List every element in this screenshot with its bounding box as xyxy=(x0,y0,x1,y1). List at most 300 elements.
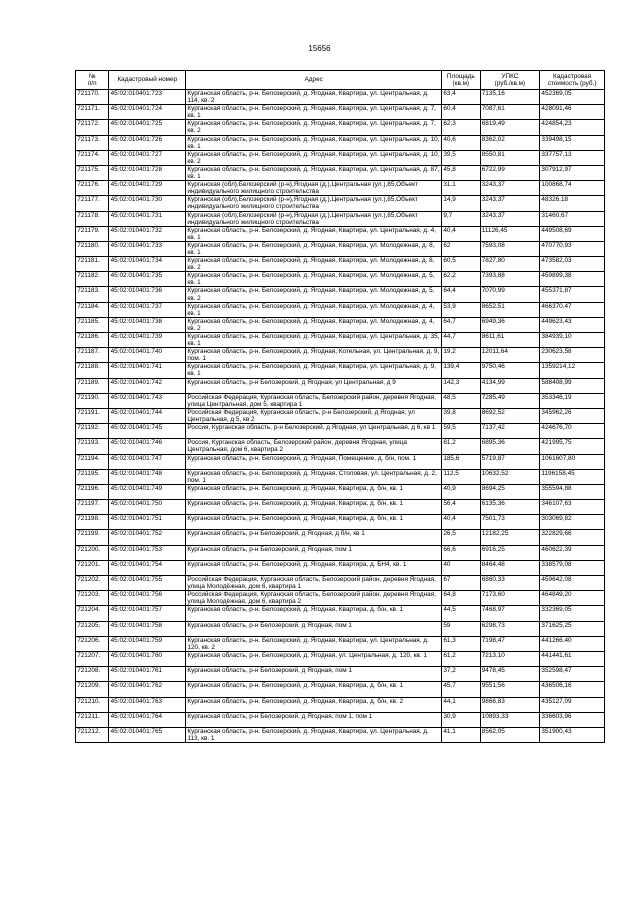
table-row xyxy=(76,333,605,348)
area-cell: 61,3 xyxy=(442,636,480,651)
address-cell: Курганская область, р-н. Белозерский, д. Ягодная, Квартира, ул. Центральная, д. 9, кв. 1 xyxy=(186,363,442,378)
row-number-cell: 721202. xyxy=(76,576,109,591)
upks-cell: 8652,51 xyxy=(480,302,540,317)
cadastral-number-cell: 45:02:010401:765 xyxy=(109,727,186,742)
cadastral-cost-cell: 332369,05 xyxy=(540,606,605,621)
cadastral-cost-cell: 460622,39 xyxy=(540,545,605,560)
cadastral-number-cell: 45:02:010401:746 xyxy=(109,439,186,454)
address-cell: Курганская область, р-н. Белозерский, д. Ягодная, Квартира, д. б/н, кв. 1 xyxy=(186,484,442,499)
address-cell: Российская Федерация, Курганская область, р-н Белозерский, д Ягодная, ул Центральная, д 5, кв 2 xyxy=(186,408,442,423)
cadastral-cost-cell: 421995,75 xyxy=(540,439,605,454)
address-cell: Курганская область, р-н Белозерский, д Ягодная, пом 1 xyxy=(186,545,442,560)
row-number-cell: 721197. xyxy=(76,500,109,515)
cadastral-number-cell: 45:02:010401:753 xyxy=(109,545,186,560)
area-cell: 59,5 xyxy=(442,424,480,439)
address-cell: Курганская область, р-н Белозерский, д Ягодная, пом 1 xyxy=(186,621,442,636)
address-cell: Курганская (обл),Белозерский (р-н),Ягодная (д.),Центральная (ул.),85,Объект индивидуального жилищного строительства xyxy=(186,181,442,196)
table-row xyxy=(76,697,605,712)
cadastral-number-cell: 45:02:010401:744 xyxy=(109,408,186,423)
cadastral-cost-cell: 455371,87 xyxy=(540,287,605,302)
cadastral-cost-cell: 352598,47 xyxy=(540,667,605,682)
area-cell: 31,1 xyxy=(442,181,480,196)
table-row xyxy=(76,105,605,120)
upks-cell: 7468,97 xyxy=(480,606,540,621)
cadastral-cost-cell: 384939,10 xyxy=(540,333,605,348)
cadastral-cost-cell: 435127,09 xyxy=(540,697,605,712)
row-number-cell: 721176. xyxy=(76,181,109,196)
upks-cell: 7173,60 xyxy=(480,591,540,606)
row-number-cell: 721179. xyxy=(76,226,109,241)
address-cell: Российская Федерация, Курганская область, Белозерский район, деревня Ягодная, улица Молодёжная, дом 6, квартира 2 xyxy=(186,591,442,606)
area-cell: 61,2 xyxy=(442,439,480,454)
row-number-cell: 721201. xyxy=(76,560,109,575)
table-row xyxy=(76,408,605,423)
cadastral-cost-cell: 1359214,12 xyxy=(540,363,605,378)
upks-cell: 6819,49 xyxy=(480,120,540,135)
row-number-cell: 721177. xyxy=(76,196,109,211)
table-row xyxy=(76,621,605,636)
address-cell: Курганская область, р-н. Белозерский, д. Ягодная, Квартира, д. б/н, кв. 2 xyxy=(186,697,442,712)
address-cell: Курганская область, р-н. Белозерский, д. Ягодная, Квартира, ул. Центральная, д. 10, кв. 1 xyxy=(186,135,442,150)
area-cell: 112,5 xyxy=(442,469,480,484)
cadastral-cost-cell: 338579,08 xyxy=(540,560,605,575)
row-number-cell: 721174. xyxy=(76,150,109,165)
cadastral-number-cell: 45:02:010401:728 xyxy=(109,165,186,180)
cadastral-cost-cell: 345962,26 xyxy=(540,408,605,423)
row-number-cell: 721171. xyxy=(76,105,109,120)
cadastral-cost-cell: 441441,61 xyxy=(540,651,605,666)
upks-cell: 5719,87 xyxy=(480,454,540,469)
address-cell: Курганская область, р-н. Белозерский, д. Ягодная, Квартира, ул. Центральная, д. 7, кв. 1 xyxy=(186,105,442,120)
header-area: Площадь (кв.м) xyxy=(442,71,480,90)
upks-cell: 7198,47 xyxy=(480,636,540,651)
row-number-cell: 721212. xyxy=(76,727,109,742)
area-cell: 44,5 xyxy=(442,606,480,621)
cadastral-cost-cell: 353346,19 xyxy=(540,393,605,408)
table-row xyxy=(76,560,605,575)
area-cell: 48,5 xyxy=(442,393,480,408)
address-cell: Российская Федерация, Курганская область, Белозерский район, деревня Ягодная, улица Молодёжная, дом 6, квартира 1 xyxy=(186,576,442,591)
row-number-cell: 721172. xyxy=(76,120,109,135)
area-cell: 39,5 xyxy=(442,150,480,165)
table-row xyxy=(76,393,605,408)
cadastral-cost-cell: 424854,23 xyxy=(540,120,605,135)
table-row xyxy=(76,712,605,727)
row-number-cell: 721193. xyxy=(76,439,109,454)
cadastral-cost-cell: 470770,93 xyxy=(540,241,605,256)
row-number-cell: 721190. xyxy=(76,393,109,408)
area-cell: 53,9 xyxy=(442,302,480,317)
address-cell: Курганская область, р-н. Белозерский, д. Ягодная, Квартира, ул. Молодежная, д. 5, кв. 2 xyxy=(186,287,442,302)
address-cell: Курганская область, р-н. Белозерский, д. Ягодная, Квартира, ул. Центральная, д. 113, кв. 1 xyxy=(186,727,442,742)
table-row xyxy=(76,272,605,287)
row-number-cell: 721188. xyxy=(76,363,109,378)
address-cell: Курганская область, р-н Белозерский, д Ягодная, д б/н, кв 1 xyxy=(186,530,442,545)
table-row xyxy=(76,651,605,666)
cadastral-number-cell: 45:02:010401:734 xyxy=(109,257,186,272)
cadastral-number-cell: 45:02:010401:751 xyxy=(109,515,186,530)
area-cell: 9,7 xyxy=(442,211,480,226)
row-number-cell: 721184. xyxy=(76,302,109,317)
area-cell: 40,4 xyxy=(442,515,480,530)
upks-cell: 7213,10 xyxy=(480,651,540,666)
cadastral-number-cell: 45:02:010401:737 xyxy=(109,302,186,317)
upks-cell: 7285,49 xyxy=(480,393,540,408)
upks-cell: 8562,05 xyxy=(480,727,540,742)
cadastral-number-cell: 45:02:010401:748 xyxy=(109,469,186,484)
header-cadastral-number: Кадастровый номер xyxy=(109,71,186,90)
table-row xyxy=(76,363,605,378)
address-cell: Курганская область, р-н. Белозерский, д. Ягодная, Квартира, д. б/н, кв. 1 xyxy=(186,515,442,530)
cadastral-cost-cell: 371625,25 xyxy=(540,621,605,636)
address-cell: Курганская область, р-н. Белозерский, д. Ягодная, Котельная, ул. Центральная, д. 9, пом. 1 xyxy=(186,348,442,363)
cadastral-number-cell: 45:02:010401:763 xyxy=(109,697,186,712)
table-row xyxy=(76,348,605,363)
row-number-cell: 721206. xyxy=(76,636,109,651)
row-number-cell: 721189. xyxy=(76,378,109,393)
cadastral-number-cell: 45:02:010401:729 xyxy=(109,181,186,196)
table-row xyxy=(76,378,605,393)
cadastral-cost-cell: 449508,69 xyxy=(540,226,605,241)
cadastral-number-cell: 45:02:010401:740 xyxy=(109,348,186,363)
row-number-cell: 721173. xyxy=(76,135,109,150)
table-row xyxy=(76,515,605,530)
address-cell: Курганская область, р-н. Белозерский, д. Ягодная, Квартира, ул. Центральная, д. 10, кв. 2 xyxy=(186,150,442,165)
address-cell: Курганская область, р-н. Белозерский, д. Ягодная, ул. Центральная, д. 120, кв. 1 xyxy=(186,651,442,666)
area-cell: 185,6 xyxy=(442,454,480,469)
address-cell: Курганская область, р-н. Белозерский, д. Ягодная, Квартира, ул. Молодежная, д. 5, кв. 1 xyxy=(186,272,442,287)
row-number-cell: 721192. xyxy=(76,424,109,439)
table-row xyxy=(76,636,605,651)
table-row xyxy=(76,196,605,211)
cadastral-number-cell: 45:02:010401:742 xyxy=(109,378,186,393)
table-row xyxy=(76,439,605,454)
area-cell: 64,4 xyxy=(442,287,480,302)
row-number-cell: 721204. xyxy=(76,606,109,621)
cadastral-number-cell: 45:02:010401:760 xyxy=(109,651,186,666)
area-cell: 63,4 xyxy=(442,90,480,105)
row-number-cell: 721205. xyxy=(76,621,109,636)
cadastral-number-cell: 45:02:010401:724 xyxy=(109,105,186,120)
upks-cell: 10632,52 xyxy=(480,469,540,484)
area-cell: 44,7 xyxy=(442,333,480,348)
cadastral-cost-cell: 436506,16 xyxy=(540,682,605,697)
cadastral-number-cell: 45:02:010401:731 xyxy=(109,211,186,226)
upks-cell: 6722,99 xyxy=(480,165,540,180)
row-number-cell: 721195. xyxy=(76,469,109,484)
table-row xyxy=(76,469,605,484)
cadastral-number-cell: 45:02:010401:745 xyxy=(109,424,186,439)
row-number-cell: 721208. xyxy=(76,667,109,682)
area-cell: 64,7 xyxy=(442,317,480,332)
cadastral-cost-cell: 48326,18 xyxy=(540,196,605,211)
address-cell: Курганская область, р-н. Белозерский, д. Ягодная, Квартира, д. б/н, кв. 1 xyxy=(186,606,442,621)
upks-cell: 3243,37 xyxy=(480,211,540,226)
address-cell: Курганская область, р-н. Белозерский, д. Ягодная, Столовая, ул. Центральная, д. 2, пом. 1 xyxy=(186,469,442,484)
upks-cell: 8692,52 xyxy=(480,408,540,423)
table-row xyxy=(76,241,605,256)
cadastral-number-cell: 45:02:010401:726 xyxy=(109,135,186,150)
cadastral-cost-cell: 428091,46 xyxy=(540,105,605,120)
upks-cell: 10893,33 xyxy=(480,712,540,727)
upks-cell: 7827,80 xyxy=(480,257,540,272)
cadastral-table xyxy=(75,70,605,743)
address-cell: Россия, Курганская область, р-н Белозерский, д Ягодная, ул Центральная, д 6, кв 1 xyxy=(186,424,442,439)
upks-cell: 7393,88 xyxy=(480,272,540,287)
upks-cell: 8362,02 xyxy=(480,135,540,150)
area-cell: 142,3 xyxy=(442,378,480,393)
cadastral-number-cell: 45:02:010401:749 xyxy=(109,484,186,499)
row-number-cell: 721211. xyxy=(76,712,109,727)
table-row xyxy=(76,424,605,439)
area-cell: 39,8 xyxy=(442,408,480,423)
row-number-cell: 721175. xyxy=(76,165,109,180)
area-cell: 62 xyxy=(442,241,480,256)
cadastral-cost-cell: 424676,70 xyxy=(540,424,605,439)
table-row xyxy=(76,181,605,196)
cadastral-cost-cell: 339498,15 xyxy=(540,135,605,150)
cadastral-cost-cell: 303069,82 xyxy=(540,515,605,530)
row-number-cell: 721178. xyxy=(76,211,109,226)
upks-cell: 8694,25 xyxy=(480,484,540,499)
row-number-cell: 721199. xyxy=(76,530,109,545)
row-number-cell: 721207. xyxy=(76,651,109,666)
upks-cell: 12011,64 xyxy=(480,348,540,363)
table-row xyxy=(76,135,605,150)
table-row xyxy=(76,500,605,515)
cadastral-number-cell: 45:02:010401:757 xyxy=(109,606,186,621)
cadastral-cost-cell: 588408,99 xyxy=(540,378,605,393)
cadastral-number-cell: 45:02:010401:723 xyxy=(109,90,186,105)
cadastral-cost-cell: 307912,97 xyxy=(540,165,605,180)
upks-cell: 8611,61 xyxy=(480,333,540,348)
area-cell: 26,5 xyxy=(442,530,480,545)
cadastral-number-cell: 45:02:010401:758 xyxy=(109,621,186,636)
upks-cell: 6298,73 xyxy=(480,621,540,636)
area-cell: 37,2 xyxy=(442,667,480,682)
cadastral-cost-cell: 441266,40 xyxy=(540,636,605,651)
table-row xyxy=(76,591,605,606)
cadastral-cost-cell: 336603,96 xyxy=(540,712,605,727)
upks-cell: 11126,45 xyxy=(480,226,540,241)
address-cell: Курганская область, р-н. Белозерский, д. Ягодная, Квартира, ул. Центральная, д. 35, кв. 1 xyxy=(186,333,442,348)
address-cell: Курганская (обл),Белозерский (р-н),Ягодная (д.),Центральная (ул.),85,Объект индивидуального жилищного строительства xyxy=(186,211,442,226)
upks-cell: 12182,25 xyxy=(480,530,540,545)
cadastral-cost-cell: 1061607,80 xyxy=(540,454,605,469)
cadastral-number-cell: 45:02:010401:741 xyxy=(109,363,186,378)
area-cell: 14,9 xyxy=(442,196,480,211)
table-row xyxy=(76,317,605,332)
area-cell: 62,2 xyxy=(442,272,480,287)
row-number-cell: 721170. xyxy=(76,90,109,105)
row-number-cell: 721209. xyxy=(76,682,109,697)
area-cell: 67 xyxy=(442,576,480,591)
address-cell: Курганская область, р-н. Белозерский, д. Ягодная, Квартира, д. БН4, кв. 1 xyxy=(186,560,442,575)
table-row xyxy=(76,165,605,180)
row-number-cell: 721196. xyxy=(76,484,109,499)
table-row xyxy=(76,211,605,226)
row-number-cell: 721187. xyxy=(76,348,109,363)
row-number-cell: 721180. xyxy=(76,241,109,256)
header-cadastral-cost: Кадастровая стоимость (руб.) xyxy=(540,71,605,90)
cadastral-number-cell: 45:02:010401:739 xyxy=(109,333,186,348)
upks-cell: 7501,73 xyxy=(480,515,540,530)
address-cell: Курганская область, р-н. Белозерский, д. Ягодная, Квартира, ул. Центральная, д. 120, кв. 2 xyxy=(186,636,442,651)
area-cell: 61,2 xyxy=(442,651,480,666)
cadastral-cost-cell: 459642,08 xyxy=(540,576,605,591)
cadastral-cost-cell: 1196158,45 xyxy=(540,469,605,484)
upks-cell: 4134,99 xyxy=(480,378,540,393)
upks-cell: 9750,46 xyxy=(480,363,540,378)
area-cell: 40 xyxy=(442,560,480,575)
area-cell: 56,4 xyxy=(442,500,480,515)
cadastral-number-cell: 45:02:010401:756 xyxy=(109,591,186,606)
upks-cell: 7137,42 xyxy=(480,424,540,439)
area-cell: 44,1 xyxy=(442,697,480,712)
cadastral-number-cell: 45:02:010401:738 xyxy=(109,317,186,332)
area-cell: 59 xyxy=(442,621,480,636)
upks-cell: 9478,45 xyxy=(480,667,540,682)
table-row xyxy=(76,454,605,469)
area-cell: 30,9 xyxy=(442,712,480,727)
upks-cell: 8464,48 xyxy=(480,560,540,575)
upks-cell: 6895,36 xyxy=(480,439,540,454)
cadastral-number-cell: 45:02:010401:735 xyxy=(109,272,186,287)
cadastral-cost-cell: 346107,63 xyxy=(540,500,605,515)
cadastral-number-cell: 45:02:010401:764 xyxy=(109,712,186,727)
table-row xyxy=(76,287,605,302)
address-cell: Курганская область, р-н. Белозерский, д. Ягодная, Квартира, ул. Центральная, д. 7, кв. 2 xyxy=(186,120,442,135)
cadastral-cost-cell: 473582,03 xyxy=(540,257,605,272)
header-number: № п/п xyxy=(76,71,109,90)
area-cell: 40,9 xyxy=(442,484,480,499)
cadastral-number-cell: 45:02:010401:732 xyxy=(109,226,186,241)
address-cell: Курганская область, р-н. Белозерский, д. Ягодная, Помещение, д. б/н, пом. 1 xyxy=(186,454,442,469)
row-number-cell: 721186. xyxy=(76,333,109,348)
row-number-cell: 721203. xyxy=(76,591,109,606)
area-cell: 60,4 xyxy=(442,105,480,120)
row-number-cell: 721191. xyxy=(76,408,109,423)
address-cell: Курганская область, р-н. Белозерский, д. Ягодная, Квартира, д. б/н, кв. 1 xyxy=(186,682,442,697)
upks-cell: 9866,83 xyxy=(480,697,540,712)
table-row xyxy=(76,150,605,165)
upks-cell: 6949,36 xyxy=(480,317,540,332)
area-cell: 40,6 xyxy=(442,135,480,150)
cadastral-cost-cell: 449623,43 xyxy=(540,317,605,332)
cadastral-number-cell: 45:02:010401:762 xyxy=(109,682,186,697)
address-cell: Россия, Курганская область, Белозерский район, деревня Ягодная, улица Центральная, дом 6, квартира 2 xyxy=(186,439,442,454)
area-cell: 62,3 xyxy=(442,120,480,135)
table-row xyxy=(76,226,605,241)
row-number-cell: 721210. xyxy=(76,697,109,712)
cadastral-number-cell: 45:02:010401:754 xyxy=(109,560,186,575)
table-row xyxy=(76,90,605,105)
cadastral-cost-cell: 100868,74 xyxy=(540,181,605,196)
area-cell: 45,8 xyxy=(442,165,480,180)
cadastral-cost-cell: 337757,13 xyxy=(540,150,605,165)
cadastral-cost-cell: 322829,66 xyxy=(540,530,605,545)
area-cell: 45,7 xyxy=(442,682,480,697)
row-number-cell: 721181. xyxy=(76,257,109,272)
address-cell: Российская Федерация, Курганская область, Белозерский район, деревня Ягодная, улица Центральная, дом 5, квартира 1 xyxy=(186,393,442,408)
upks-cell: 8550,81 xyxy=(480,150,540,165)
upks-cell: 7087,61 xyxy=(480,105,540,120)
address-cell: Курганская область, р-н Белозерский, д Ягодная, ул Центральная, д 9 xyxy=(186,378,442,393)
cadastral-number-cell: 45:02:010401:759 xyxy=(109,636,186,651)
table-row xyxy=(76,576,605,591)
cadastral-number-cell: 45:02:010401:755 xyxy=(109,576,186,591)
upks-cell: 7070,99 xyxy=(480,287,540,302)
row-number-cell: 721185. xyxy=(76,317,109,332)
row-number-cell: 721198. xyxy=(76,515,109,530)
cadastral-number-cell: 45:02:010401:730 xyxy=(109,196,186,211)
upks-cell: 7135,16 xyxy=(480,90,540,105)
address-cell: Курганская область, р-н. Белозерский, д. Ягодная, Квартира, ул. Молодежная, д. 8, кв. 1 xyxy=(186,241,442,256)
upks-cell: 3243,37 xyxy=(480,181,540,196)
row-number-cell: 721200. xyxy=(76,545,109,560)
header-address: Адрес xyxy=(186,71,442,90)
table-row xyxy=(76,667,605,682)
address-cell: Курганская область, р-н Белозерский, д Ягодная, пом 1, пом 1 xyxy=(186,712,442,727)
upks-cell: 9551,56 xyxy=(480,682,540,697)
cadastral-number-cell: 45:02:010401:761 xyxy=(109,667,186,682)
row-number-cell: 721182. xyxy=(76,272,109,287)
address-cell: Курганская область, р-н. Белозерский, д. Ягодная, Квартира, ул. Молодежная, д. 8, кв. 2 xyxy=(186,257,442,272)
address-cell: Курганская область, р-н. Белозерский, д. Ягодная, Квартира, ул. Центральная, д. 87, кв. 1 xyxy=(186,165,442,180)
cadastral-number-cell: 45:02:010401:736 xyxy=(109,287,186,302)
cadastral-cost-cell: 459899,38 xyxy=(540,272,605,287)
table-row xyxy=(76,606,605,621)
table-row xyxy=(76,302,605,317)
upks-cell: 3243,37 xyxy=(480,196,540,211)
address-cell: Курганская область, р-н. Белозерский, д. Ягодная, Квартира, ул. Молодежная, д. 4, кв. 1 xyxy=(186,302,442,317)
area-cell: 41,1 xyxy=(442,727,480,742)
area-cell: 60,5 xyxy=(442,257,480,272)
address-cell: Курганская область, р-н. Белозерский, д. Ягодная, Квартира, ул. Центральная, д. 114, кв. 2 xyxy=(186,90,442,105)
cadastral-cost-cell: 351900,43 xyxy=(540,727,605,742)
upks-cell: 6916,25 xyxy=(480,545,540,560)
cadastral-cost-cell: 31460,67 xyxy=(540,211,605,226)
table-row xyxy=(76,545,605,560)
table-row xyxy=(76,120,605,135)
address-cell: Курганская область, р-н. Белозерский, д. Ягодная, Квартира, ул. Центральная, д. 4, кв. 1 xyxy=(186,226,442,241)
upks-cell: 6135,36 xyxy=(480,500,540,515)
upks-cell: 7593,08 xyxy=(480,241,540,256)
area-cell: 40,4 xyxy=(442,226,480,241)
cadastral-cost-cell: 464849,20 xyxy=(540,591,605,606)
cadastral-cost-cell: 466370,47 xyxy=(540,302,605,317)
table-header-row xyxy=(76,71,605,90)
table-row xyxy=(76,682,605,697)
table-row xyxy=(76,727,605,742)
address-cell: Курганская область, р-н Белозерский, д Ягодная, пом 1 xyxy=(186,667,442,682)
cadastral-cost-cell: 230623,58 xyxy=(540,348,605,363)
cadastral-number-cell: 45:02:010401:743 xyxy=(109,393,186,408)
cadastral-number-cell: 45:02:010401:727 xyxy=(109,150,186,165)
cadastral-cost-cell: 452369,05 xyxy=(540,90,605,105)
cadastral-number-cell: 45:02:010401:725 xyxy=(109,120,186,135)
address-cell: Курганская (обл),Белозерский (р-н),Ягодная (д.),Центральная (ул.),85,Объект индивидуального жилищного строительства xyxy=(186,196,442,211)
table-row xyxy=(76,257,605,272)
cadastral-number-cell: 45:02:010401:752 xyxy=(109,530,186,545)
address-cell: Курганская область, р-н. Белозерский, д. Ягодная, Квартира, д. б/н, кв. 1 xyxy=(186,500,442,515)
area-cell: 66,6 xyxy=(442,545,480,560)
cadastral-number-cell: 45:02:010401:750 xyxy=(109,500,186,515)
area-cell: 139,4 xyxy=(442,363,480,378)
page-number: 15656 xyxy=(308,44,331,53)
row-number-cell: 721194. xyxy=(76,454,109,469)
cadastral-number-cell: 45:02:010401:733 xyxy=(109,241,186,256)
